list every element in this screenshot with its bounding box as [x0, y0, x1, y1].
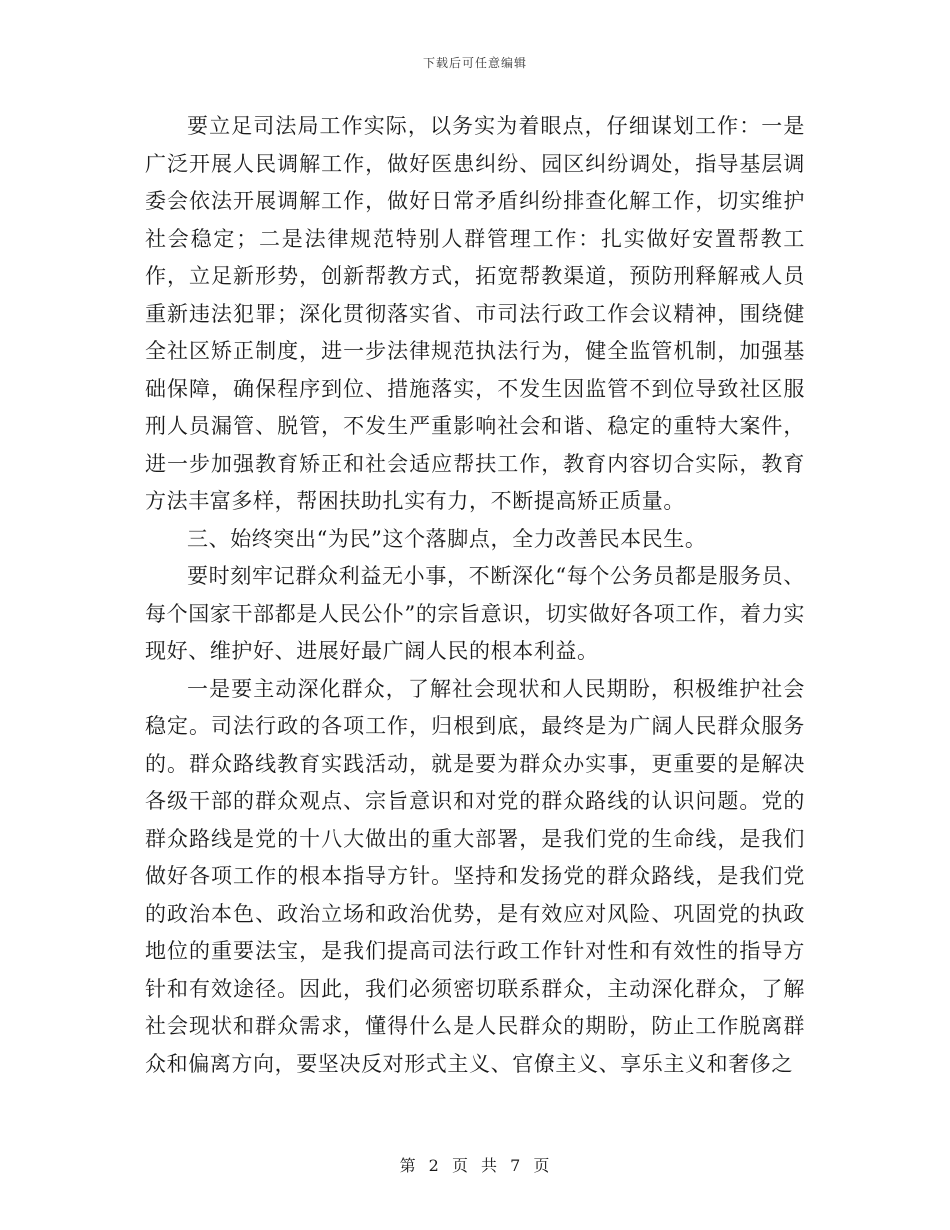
body-paragraph: 一是要主动深化群众，了解社会现状和人民期盼，积极维护社会稳定。司法行政的各项工作，归根到底，最终是为广阔人民群众服务的。群众路线教育实践活动，就是要为群众办实事，更重要的是解决各级干部的群众观点、宗旨意识和对党的群众路线的认识问题。党的群众路线是党的十八大做出的重大部署，是我们党的生命线，是我们做好各项工作的根本指导方针。坚持和发扬党的群众路线，是我们党的政治本色、政治立场和政治优势，是有效应对风险、巩固党的执政地位的重要法宝，是我们提高司法行政工作针对性和有效性的指导方针和有效途径。因此，我们必须密切联系群众，主动深化群众，了解社会现状和群众需求，懂得什么是人民群众的期盼，防止工作脱离群众和偏离方向，要坚决反对形式主义、官僚主义、享乐主义和奢侈之: [145, 676, 805, 1076]
page-header: 下载后可任意编辑: [422, 56, 527, 70]
document-body: [145, 108, 805, 1083]
body-paragraph: 要时刻牢记群众利益无小事，不断深化“每个公务员都是服务员、每个国家干部都是人民公仆”的宗旨意识，切实做好各项工作，着力实现好、维护好、进展好最广阔人民的根本利益。: [145, 564, 805, 663]
body-paragraph: 要立足司法局工作实际，以务实为着眼点，仔细谋划工作：一是广泛开展人民调解工作，做好医患纠纷、园区纠纷调处，指导基层调委会依法开展调解工作，做好日常矛盾纠纷排查化解工作，切实维护社会稳定；二是法律规范特别人群管理工作：扎实做好安置帮教工作，立足新形势，创新帮教方式，拓宽帮教渠道，预防刑释解戒人员重新违法犯罪；深化贯彻落实省、市司法行政工作会议精神，围绕健全社区矫正制度，进一步法律规范执法行为，健全监管机制，加强基础保障，确保程序到位、措施落实，不发生因监管不到位导致社区服刑人员漏管、脱管，不发生严重影响社会和谐、稳定的重特大案件，进一步加强教育矫正和社会适应帮扶工作，教育内容切合实际，教育方法丰富多样，帮困扶助扎实有力，不断提高矫正质量。: [145, 114, 805, 513]
section-heading: 三、始终突出“为民”这个落脚点，全力改善民本民生。: [187, 526, 707, 551]
page-footer: 第 2 页 共 7 页: [399, 1156, 551, 1175]
